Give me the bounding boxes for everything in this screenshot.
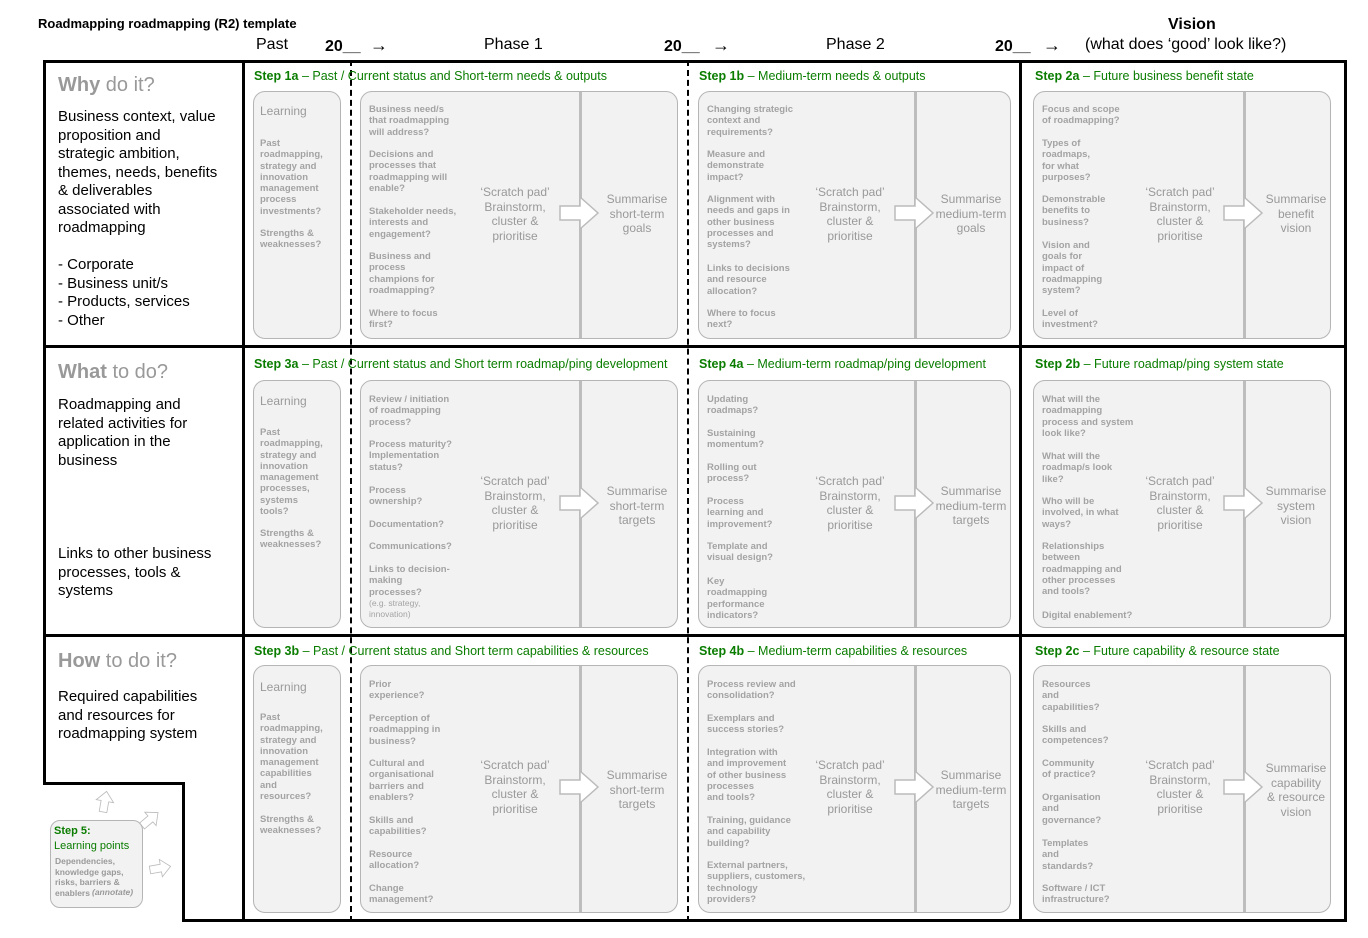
scratch-pad-label: ‘Scratch pad’ Brainstorm, cluster & prioritise (1145, 185, 1215, 243)
scratch-pad-label: ‘Scratch pad’ Brainstorm, cluster & prioritise (1145, 474, 1215, 532)
question: Links to decisions and resource allocation? (707, 263, 790, 297)
scratch-pad-label: ‘Scratch pad’ Brainstorm, cluster & prioritise (480, 758, 550, 816)
question: Digital enablement? (1042, 610, 1133, 621)
step-4a-title: Step 4a – Medium-term roadmap/ping development (699, 357, 986, 371)
summary-label: Summarise short-term targets (606, 484, 668, 527)
step-3b-title: Step 3b – Past / Current status and Short term capabilities & resources (254, 644, 649, 658)
question: Vision and goals for impact of roadmapping system? (1042, 240, 1103, 297)
vision-label: Vision (1168, 16, 1216, 33)
question: Sustaining momentum? (707, 428, 764, 451)
question: Integration with and improvement of other business processes and tools? (707, 747, 787, 804)
question: Review / initiation of roadmapping process? (369, 394, 450, 428)
learning-title: Learning (260, 680, 307, 694)
scratch-pad-label: ‘Scratch pad’ Brainstorm, cluster & prioritise (815, 474, 885, 532)
question: What will the roadmapping process and system look like? (1042, 394, 1134, 439)
arrow-2-icon: → (712, 35, 730, 55)
scratch-pad-label: ‘Scratch pad’ Brainstorm, cluster & prioritise (1145, 758, 1215, 816)
question: Process ownership? (369, 485, 423, 508)
question: Skills and capabilities? (369, 815, 427, 838)
question: Who will be involved, in what ways? (1042, 496, 1119, 530)
arrow-right-icon (1224, 771, 1262, 803)
question: Process learning and improvement? (707, 496, 773, 530)
question: Process maturity? Implementation status? (369, 439, 452, 473)
step-1a-title: Step 1a – Past / Current status and Short-term needs & outputs (254, 69, 607, 83)
arrow-right-icon (560, 487, 598, 519)
question: Documentation? (369, 519, 444, 530)
learning-title: Learning (260, 394, 307, 408)
question: Types of roadmaps, for what purposes? (1042, 138, 1091, 183)
question: Level of investment? (1042, 308, 1098, 331)
question: Changing strategic context and requirements? (707, 104, 794, 138)
question: External partners, suppliers, customers, technology providers? (707, 860, 806, 905)
step-2c-title: Step 2c – Future capability & resource state (1035, 644, 1280, 658)
question: Perception of roadmapping in business? (369, 713, 441, 747)
step-1b-title: Step 1b – Medium-term needs & outputs (699, 69, 926, 83)
question: Software / ICT infrastructure? (1042, 883, 1110, 906)
question: Resource allocation? (369, 849, 420, 872)
step-5-title: Step 5: (54, 825, 91, 837)
question: Community of practice? (1042, 758, 1096, 781)
summary-label: Summarise medium-term goals (935, 192, 1007, 235)
summary-label: Summarise capability & resource vision (1265, 761, 1327, 819)
arrow-right-icon (560, 771, 598, 803)
phase-1-label: Phase 1 (484, 36, 543, 53)
summary-label: Summarise medium-term targets (935, 768, 1007, 811)
arrow-right-icon (148, 858, 172, 879)
question: Where to focus next? (707, 308, 776, 331)
step-2a-title: Step 2a – Future business benefit state (1035, 69, 1254, 83)
step-5-note: (annotate) (92, 887, 134, 897)
scratch-pad-label: ‘Scratch pad’ Brainstorm, cluster & prioritise (815, 758, 885, 816)
phase-2-label: Phase 2 (826, 36, 885, 53)
learning-title: Learning (260, 104, 307, 118)
question: Decisions and processes that roadmapping will enable? (369, 149, 448, 194)
document-title: Roadmapping roadmapping (R2) template (38, 16, 297, 31)
learning-question: Past roadmapping, strategy and innovation management processes, systems tools? (260, 427, 323, 518)
arrow-right-icon (895, 771, 933, 803)
scratch-pad-label: ‘Scratch pad’ Brainstorm, cluster & prioritise (480, 474, 550, 532)
learning-question: Strengths & weaknesses? (260, 228, 322, 251)
arrow-1-icon: → (370, 35, 388, 55)
step-5-subtitle: Learning points (54, 840, 130, 852)
step-4b-title: Step 4b – Medium-term capabilities & resources (699, 644, 968, 658)
summary-label: Summarise benefit vision (1265, 192, 1327, 235)
arrow-right-icon (560, 197, 598, 229)
what-description: Roadmapping and related activities for application in the business (58, 396, 188, 469)
question: Cultural and organisational barriers and enablers? (369, 758, 434, 803)
question: Where to focus first? (369, 308, 438, 331)
arrow-right-icon (1224, 197, 1262, 229)
arrow-right-icon (895, 487, 933, 519)
question: Prior experience? (369, 679, 425, 702)
question: What will the roadmap/s look like? (1042, 451, 1113, 485)
scratch-pad-label: ‘Scratch pad’ Brainstorm, cluster & prioritise (480, 185, 550, 243)
step-2b-title: Step 2b – Future roadmap/ping system state (1035, 357, 1284, 371)
how-description: Required capabilities and resources for roadmapping system (58, 688, 198, 742)
summary-label: Summarise system vision (1265, 484, 1327, 527)
question: Exemplars and success stories? (707, 713, 785, 736)
arrow-3-icon: → (1043, 35, 1061, 55)
question-note: (e.g. strategy, innovation) (369, 598, 421, 620)
year-1-label: 20__ (325, 38, 361, 55)
summary-label: Summarise short-term targets (606, 768, 668, 811)
question: Updating roadmaps? (707, 394, 759, 417)
question: Demonstrable benefits to business? (1042, 194, 1106, 228)
learning-question: Strengths & weaknesses? (260, 814, 322, 837)
arrow-right-icon (1224, 487, 1262, 519)
question: Communications? (369, 541, 452, 552)
question: Resources and capabilities? (1042, 679, 1100, 713)
question: Process review and consolidation? (707, 679, 796, 702)
vision-subtitle: (what does ‘good’ look like?) (1085, 36, 1287, 53)
step-5-description: Dependencies, knowledge gaps, risks, barriers & enablers (55, 856, 124, 898)
question: Focus and scope of roadmapping? (1042, 104, 1120, 127)
question: Organisation and governance? (1042, 792, 1102, 826)
summary-label: Summarise short-term goals (606, 192, 668, 235)
question: Change management? (369, 883, 434, 906)
why-heading: Why do it? (58, 74, 155, 96)
question: Training, guidance and capability building? (707, 815, 791, 849)
question: Rolling out process? (707, 462, 757, 485)
learning-question: Past roadmapping, strategy and innovation management capabilities and resources? (260, 712, 323, 803)
arrow-right-icon (895, 197, 933, 229)
question: Skills and competences? (1042, 724, 1109, 747)
question: Business and process champions for roadmapping? (369, 251, 435, 296)
past-label: Past (256, 36, 289, 53)
question: Templates and standards? (1042, 838, 1094, 872)
learning-question: Past roadmapping, strategy and innovation management process investments? (260, 138, 323, 217)
what-links-description: Links to other business processes, tools & systems (58, 545, 212, 599)
question: Business need/s that roadmapping will address? (369, 104, 450, 138)
scratch-pad-label: ‘Scratch pad’ Brainstorm, cluster & prioritise (815, 185, 885, 243)
year-2-label: 20__ (664, 38, 700, 55)
arrow-up-icon (94, 790, 115, 814)
what-heading: What to do? (58, 361, 169, 383)
question: Links to decision- making processes? (369, 564, 450, 598)
learning-question: Strengths & weaknesses? (260, 528, 322, 551)
question: Relationships between roadmapping and other processes and tools? (1042, 541, 1122, 598)
question: Alignment with needs and gaps in other business processes and systems? (707, 194, 790, 251)
question: Template and visual design? (707, 541, 773, 564)
summary-label: Summarise medium-term targets (935, 484, 1007, 527)
year-3-label: 20__ (995, 38, 1031, 55)
question: Measure and demonstrate impact? (707, 149, 766, 183)
question: Stakeholder needs, interests and engagement? (369, 206, 457, 240)
how-heading: How to do it? (58, 650, 177, 672)
why-description: Business context, value proposition and strategic ambition, themes, needs, benefits & deliverables associated with roadmapping - Corporate - Business unit/s - Products, services - Other (58, 108, 218, 329)
question: Key roadmapping performance indicators? (707, 576, 768, 621)
step-3a-title: Step 3a – Past / Current status and Short term roadmap/ping development (254, 357, 668, 371)
